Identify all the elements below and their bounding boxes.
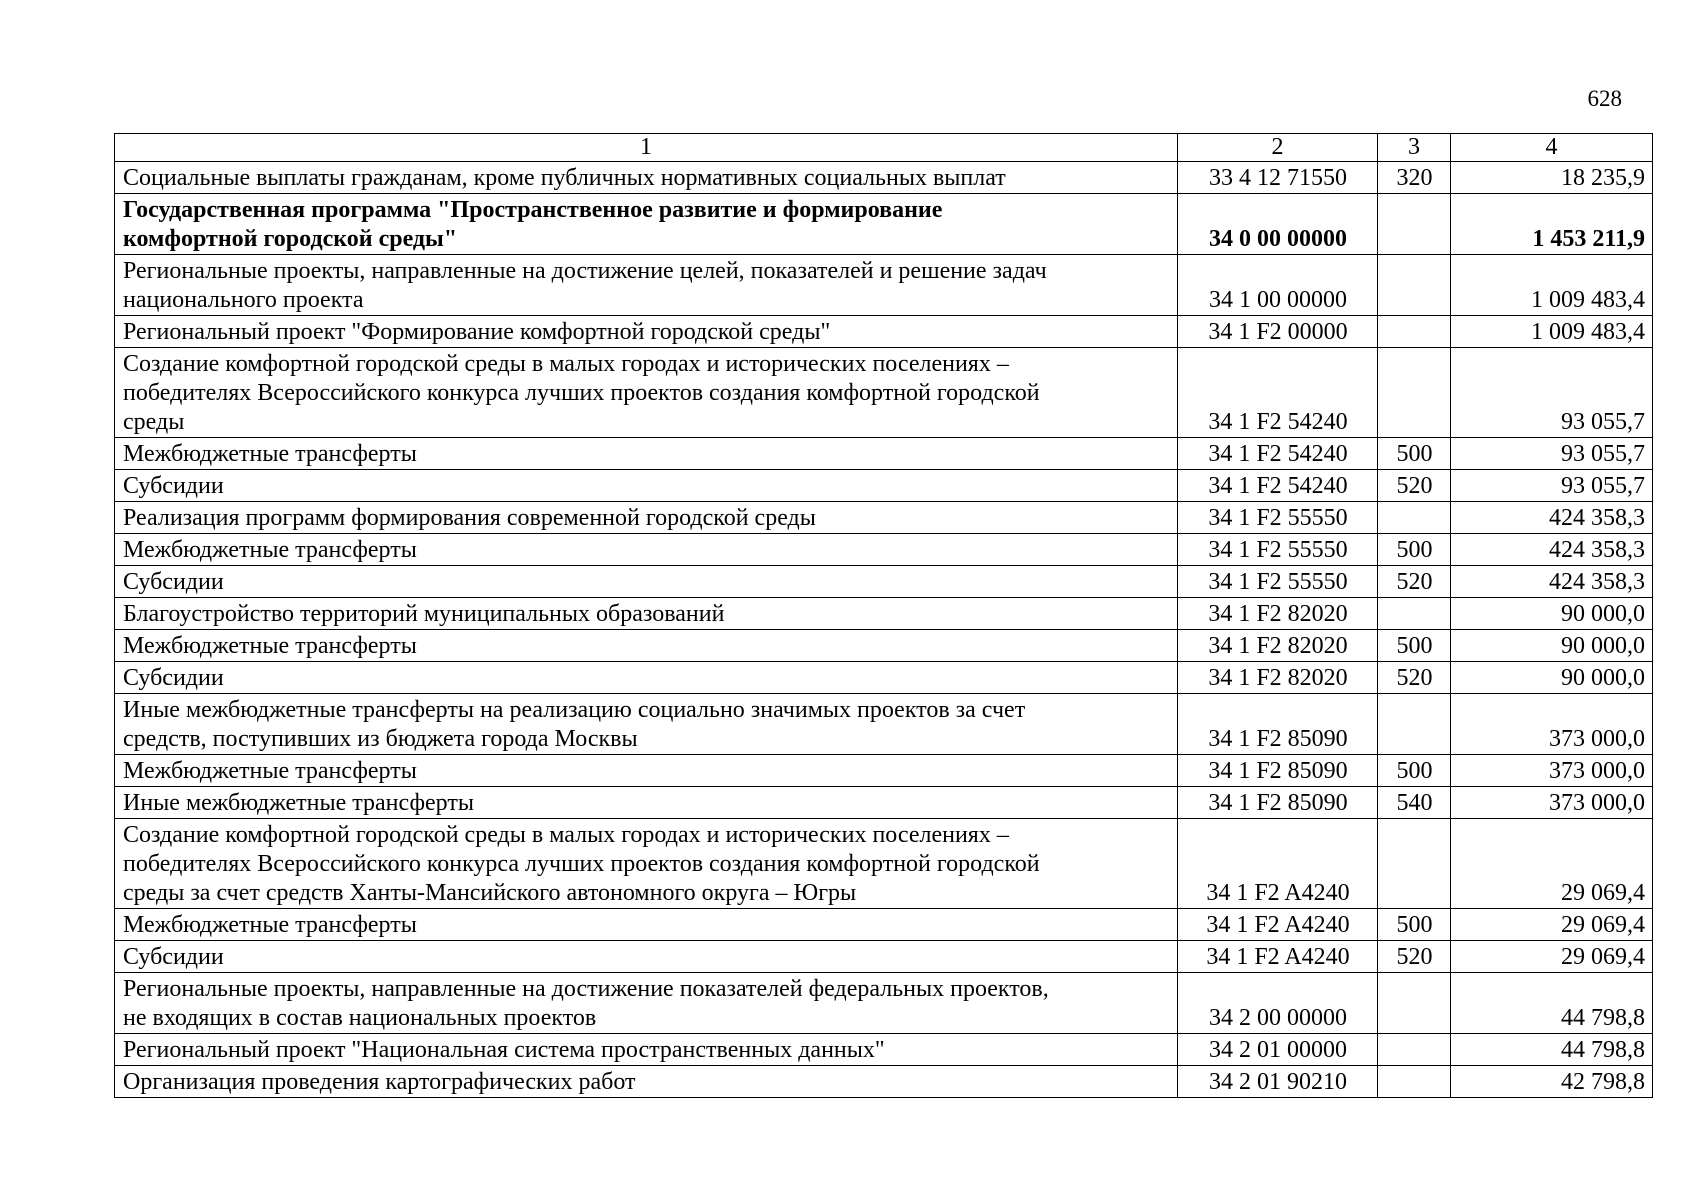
row-amount-cell: 1 453 211,9 [1451, 194, 1653, 255]
row-name-cell: Региональные проекты, направленные на достижение целей, показателей и решение задач национального проекта [115, 255, 1178, 316]
row-code-cell: 34 1 F2 85090 [1178, 694, 1378, 755]
row-name-cell: Межбюджетные трансферты [115, 630, 1178, 662]
table-row [115, 755, 1653, 787]
row-amount-cell: 29 069,4 [1451, 941, 1653, 973]
table-body [115, 134, 1653, 1098]
row-type-cell: 520 [1378, 470, 1451, 502]
row-type-cell [1378, 819, 1451, 909]
row-type-cell: 520 [1378, 662, 1451, 694]
row-type-cell [1378, 194, 1451, 255]
row-name-cell: Межбюджетные трансферты [115, 755, 1178, 787]
column-header-4: 4 [1451, 134, 1653, 162]
row-code-cell: 34 1 F2 55550 [1178, 534, 1378, 566]
row-amount-cell: 90 000,0 [1451, 630, 1653, 662]
table-row [115, 438, 1653, 470]
row-code-cell: 34 1 F2 85090 [1178, 787, 1378, 819]
row-name-cell: Иные межбюджетные трансферты на реализацию социально значимых проектов за счет средств, поступивших из бюджета города Москвы [115, 694, 1178, 755]
row-amount-cell: 373 000,0 [1451, 787, 1653, 819]
row-type-cell [1378, 316, 1451, 348]
table-row [115, 534, 1653, 566]
column-header-3: 3 [1378, 134, 1451, 162]
row-amount-cell: 42 798,8 [1451, 1066, 1653, 1098]
table-row [115, 1066, 1653, 1098]
row-name-cell: Межбюджетные трансферты [115, 438, 1178, 470]
table-row [115, 630, 1653, 662]
table-row [115, 194, 1653, 255]
row-amount-cell: 424 358,3 [1451, 502, 1653, 534]
row-amount-cell: 424 358,3 [1451, 534, 1653, 566]
table-row [115, 470, 1653, 502]
row-code-cell: 34 1 F2 82020 [1178, 662, 1378, 694]
row-amount-cell: 29 069,4 [1451, 909, 1653, 941]
row-name-cell: Субсидии [115, 941, 1178, 973]
row-type-cell [1378, 1066, 1451, 1098]
row-amount-cell: 44 798,8 [1451, 1034, 1653, 1066]
table-row [115, 598, 1653, 630]
row-type-cell [1378, 255, 1451, 316]
row-name-cell: Организация проведения картографических работ [115, 1066, 1178, 1098]
row-amount-cell: 29 069,4 [1451, 819, 1653, 909]
row-name-cell: Создание комфортной городской среды в малых городах и исторических поселениях – победителях Всероссийского конкурса лучших проектов создания комфортной городской среды за счет средств Ханты-Мансийского автономного округа – Югры [115, 819, 1178, 909]
page-number: 628 [1587, 86, 1622, 111]
row-amount-cell: 90 000,0 [1451, 662, 1653, 694]
row-code-cell: 34 1 F2 A4240 [1178, 941, 1378, 973]
row-type-cell: 520 [1378, 941, 1451, 973]
table-row [115, 316, 1653, 348]
row-amount-cell: 90 000,0 [1451, 598, 1653, 630]
row-name-cell: Региональный проект "Национальная система пространственных данных" [115, 1034, 1178, 1066]
row-amount-cell: 373 000,0 [1451, 755, 1653, 787]
table-row [115, 819, 1653, 909]
row-code-cell: 34 1 F2 54240 [1178, 470, 1378, 502]
row-amount-cell: 424 358,3 [1451, 566, 1653, 598]
table-row [115, 909, 1653, 941]
row-code-cell: 34 1 F2 82020 [1178, 630, 1378, 662]
row-type-cell: 500 [1378, 630, 1451, 662]
row-type-cell: 540 [1378, 787, 1451, 819]
row-name-cell: Региональный проект "Формирование комфортной городской среды" [115, 316, 1178, 348]
table-row [115, 1034, 1653, 1066]
table-row [115, 162, 1653, 194]
column-header-1: 1 [115, 134, 1178, 162]
row-type-cell: 320 [1378, 162, 1451, 194]
row-code-cell: 34 2 01 90210 [1178, 1066, 1378, 1098]
table-row [115, 502, 1653, 534]
row-amount-cell: 1 009 483,4 [1451, 255, 1653, 316]
row-code-cell: 34 1 F2 54240 [1178, 348, 1378, 438]
budget-table [114, 133, 1653, 1098]
table-row [115, 662, 1653, 694]
table-row [115, 941, 1653, 973]
table-row [115, 973, 1653, 1034]
row-name-cell: Субсидии [115, 566, 1178, 598]
row-type-cell: 500 [1378, 755, 1451, 787]
row-code-cell: 34 1 F2 A4240 [1178, 819, 1378, 909]
row-code-cell: 34 1 00 00000 [1178, 255, 1378, 316]
row-name-cell: Субсидии [115, 470, 1178, 502]
row-code-cell: 34 1 F2 82020 [1178, 598, 1378, 630]
table-row [115, 787, 1653, 819]
row-code-cell: 33 4 12 71550 [1178, 162, 1378, 194]
table-row [115, 566, 1653, 598]
row-name-cell: Межбюджетные трансферты [115, 909, 1178, 941]
table-row [115, 348, 1653, 438]
row-amount-cell: 93 055,7 [1451, 348, 1653, 438]
row-amount-cell: 18 235,9 [1451, 162, 1653, 194]
row-code-cell: 34 1 F2 55550 [1178, 502, 1378, 534]
row-name-cell: Региональные проекты, направленные на достижение показателей федеральных проектов, не входящих в состав национальных проектов [115, 973, 1178, 1034]
row-amount-cell: 1 009 483,4 [1451, 316, 1653, 348]
row-name-cell: Благоустройство территорий муниципальных образований [115, 598, 1178, 630]
row-code-cell: 34 1 F2 A4240 [1178, 909, 1378, 941]
table-row [115, 255, 1653, 316]
row-amount-cell: 93 055,7 [1451, 438, 1653, 470]
table-row [115, 694, 1653, 755]
row-type-cell: 500 [1378, 438, 1451, 470]
row-type-cell: 500 [1378, 534, 1451, 566]
row-type-cell [1378, 694, 1451, 755]
row-type-cell: 520 [1378, 566, 1451, 598]
row-name-cell: Иные межбюджетные трансферты [115, 787, 1178, 819]
row-name-cell: Межбюджетные трансферты [115, 534, 1178, 566]
row-code-cell: 34 1 F2 54240 [1178, 438, 1378, 470]
row-amount-cell: 44 798,8 [1451, 973, 1653, 1034]
row-type-cell [1378, 502, 1451, 534]
row-name-cell: Социальные выплаты гражданам, кроме публичных нормативных социальных выплат [115, 162, 1178, 194]
row-type-cell [1378, 1034, 1451, 1066]
row-type-cell [1378, 348, 1451, 438]
row-code-cell: 34 1 F2 85090 [1178, 755, 1378, 787]
row-type-cell: 500 [1378, 909, 1451, 941]
row-code-cell: 34 0 00 00000 [1178, 194, 1378, 255]
column-number-row [115, 134, 1653, 162]
row-name-cell: Создание комфортной городской среды в малых городах и исторических поселениях – победителях Всероссийского конкурса лучших проектов создания комфортной городской среды [115, 348, 1178, 438]
row-name-cell: Государственная программа "Пространственное развитие и формирование комфортной городской среды" [115, 194, 1178, 255]
row-name-cell: Субсидии [115, 662, 1178, 694]
row-type-cell [1378, 598, 1451, 630]
column-header-2: 2 [1178, 134, 1378, 162]
row-code-cell: 34 1 F2 00000 [1178, 316, 1378, 348]
row-name-cell: Реализация программ формирования современной городской среды [115, 502, 1178, 534]
row-amount-cell: 373 000,0 [1451, 694, 1653, 755]
row-code-cell: 34 1 F2 55550 [1178, 566, 1378, 598]
row-amount-cell: 93 055,7 [1451, 470, 1653, 502]
row-type-cell [1378, 973, 1451, 1034]
row-code-cell: 34 2 00 00000 [1178, 973, 1378, 1034]
row-code-cell: 34 2 01 00000 [1178, 1034, 1378, 1066]
